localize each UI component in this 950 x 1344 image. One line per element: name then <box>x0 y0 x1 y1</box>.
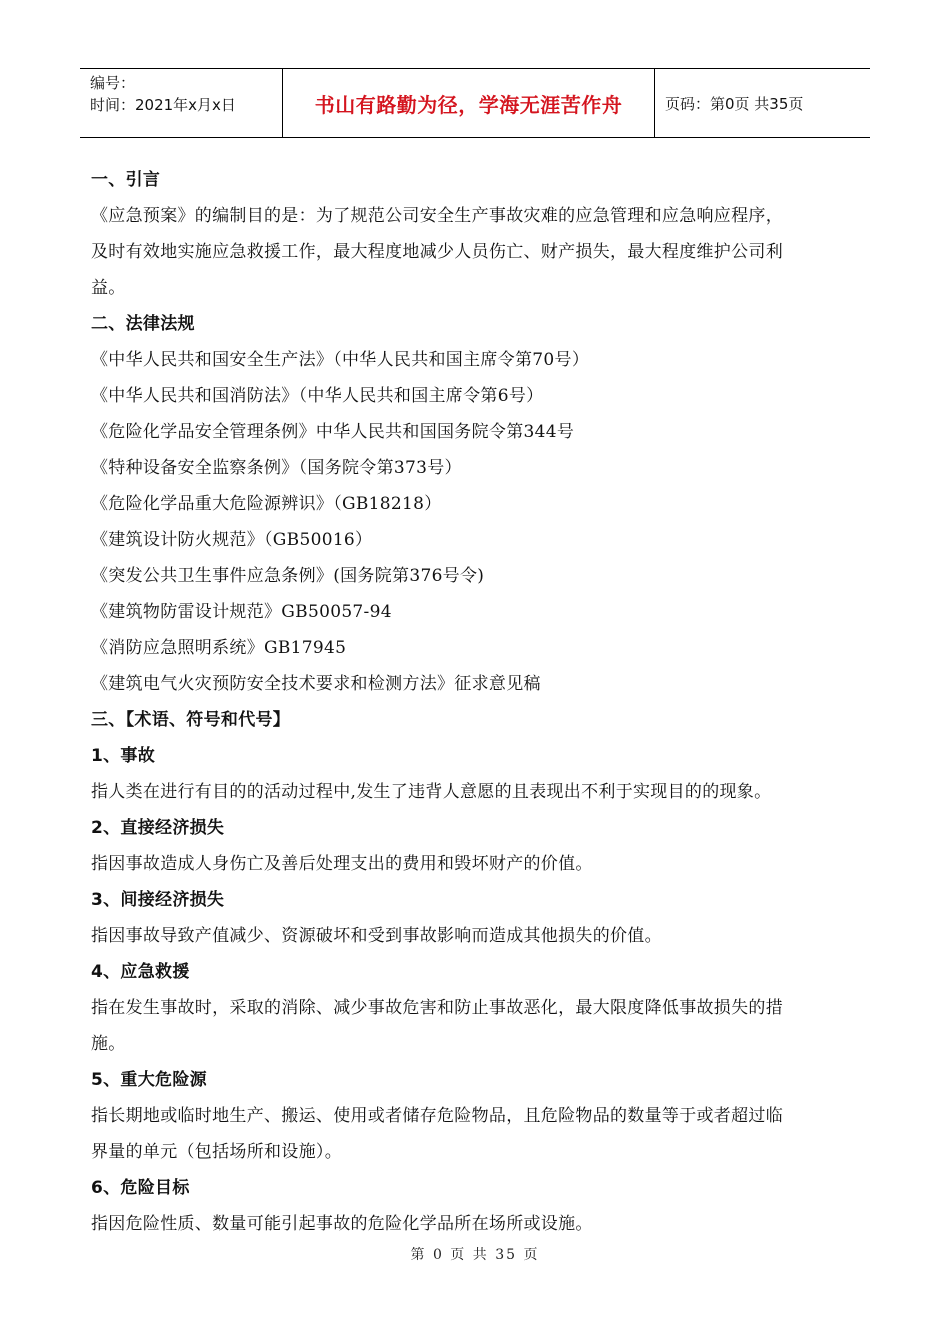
section-heading: 2、直接经济损失 <box>91 818 225 838</box>
section-heading: 1、事故 <box>91 746 156 766</box>
paragraph-line: 施。 <box>91 1034 126 1054</box>
paragraph-line: 《建筑电气火灾预防安全技术要求和检测方法》征求意见稿 <box>91 674 541 694</box>
paragraph-line: 界量的单元（包括场所和设施）。 <box>91 1142 342 1162</box>
paragraph-line: 指在发生事故时，采取的消除、减少事故危害和防止事故恶化，最大限度降低事故损失的措 <box>91 998 783 1018</box>
header-meta <box>80 69 282 137</box>
paragraph-line: 《突发公共卫生事件应急条例》(国务院第376号令) <box>91 566 485 586</box>
document-number-label: 编号： <box>90 74 136 92</box>
paragraph-line: 《危险化学品安全管理条例》中华人民共和国国务院令第344号 <box>91 422 575 442</box>
paragraph-line: 《应急预案》的编制目的是：为了规范公司安全生产事故灾难的应急管理和应急响应程序， <box>91 206 783 226</box>
document-body <box>91 162 871 1242</box>
paragraph-line: 指因事故导致产值减少、资源破坏和受到事故影响而造成其他损失的价值。 <box>91 926 662 946</box>
paragraph-line: 《建筑设计防火规范》（GB50016） <box>91 530 373 550</box>
paragraph-line: 指因事故造成人身伤亡及善后处理支出的费用和毁坏财产的价值。 <box>91 854 593 874</box>
section-heading: 6、危险目标 <box>91 1178 190 1198</box>
page-footer: 第 0 页 共 35 页 <box>410 1247 540 1263</box>
paragraph-line: 及时有效地实施应急救援工作，最大程度地减少人员伤亡、财产损失，最大程度维护公司利 <box>91 242 783 262</box>
section-heading: 5、重大危险源 <box>91 1070 207 1090</box>
paragraph-line: 《特种设备安全监察条例》（国务院令第373号） <box>91 458 462 478</box>
section-heading: 三、【术语、符号和代号】 <box>91 710 291 730</box>
paragraph-line: 益。 <box>91 278 126 298</box>
section-heading: 二、法律法规 <box>91 314 195 334</box>
section-heading: 一、引言 <box>91 170 161 190</box>
paragraph-line: 指因危险性质、数量可能引起事故的危险化学品所在场所或设施。 <box>91 1214 593 1234</box>
paragraph-line: 《中华人民共和国安全生产法》（中华人民共和国主席令第70号） <box>91 350 590 370</box>
paragraph-line: 《中华人民共和国消防法》（中华人民共和国主席令第6号） <box>91 386 544 406</box>
header-page-info: 页码：第0页 共35页 <box>665 94 804 113</box>
paragraph-line: 《危险化学品重大危险源辨识》（GB18218） <box>91 494 442 514</box>
section-heading: 4、应急救援 <box>91 962 190 982</box>
paragraph-line: 指长期地或临时地生产、搬运、使用或者储存危险物品，且危险物品的数量等于或者超过临 <box>91 1106 783 1126</box>
page-header <box>80 68 870 138</box>
paragraph-line: 《消防应急照明系统》GB17945 <box>91 638 347 658</box>
header-motto: 书山有路勤为径，学海无涯苦作舟 <box>282 69 655 137</box>
paragraph-line: 《建筑物防雷设计规范》GB50057-94 <box>91 602 392 622</box>
paragraph-line: 指人类在进行有目的的活动过程中,发生了违背人意愿的且表现出不利于实现目的的现象。 <box>91 782 772 802</box>
section-heading: 3、间接经济损失 <box>91 890 225 910</box>
document-date: 时间：2021年x月x日 <box>90 96 236 114</box>
